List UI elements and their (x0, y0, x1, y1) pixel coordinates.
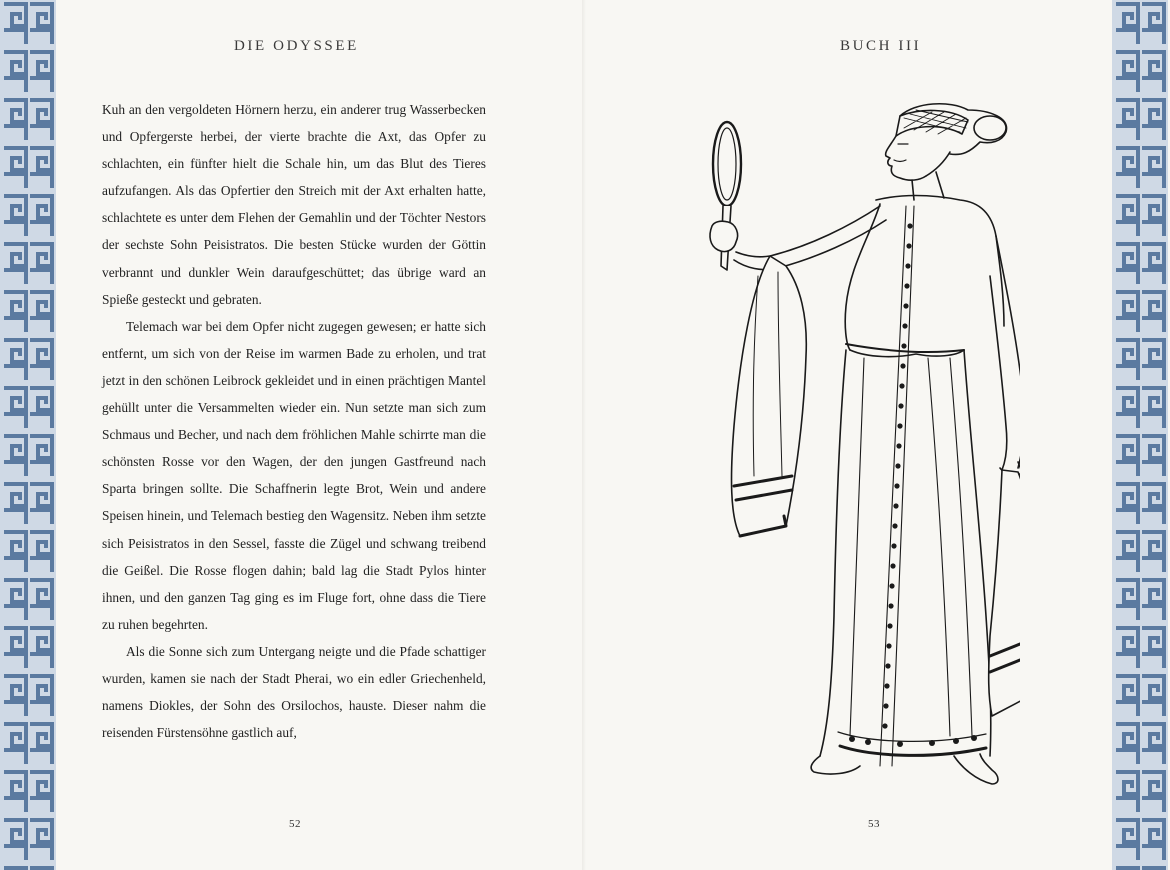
page-number-right: 53 (868, 818, 880, 830)
paragraph: Als die Sonne sich zum Untergang neigte und die Pfade schattiger wurden, kamen sie nach der Stadt Pherai, wo ein edler Griechenheld, namens Diokles, der Sohn des Orsilochos, hauste. Dieser nahm die reisenden Fürstensöhne gastlich auf, (102, 643, 486, 741)
page-number-left: 52 (289, 818, 301, 830)
woman-with-mirror-illustration (700, 96, 1020, 796)
running-head-right: BUCH III (840, 38, 922, 54)
paragraph: Kuh an den vergoldeten Hörnern herzu, ein anderer trug Wasserbecken und Opfergerste herbei, der vierte brachte die Axt, das Opfer zu schlachten, ein fünfter hielt die Schale hin, um das Blut des Tieres aufzufangen. Als das Opfertier den Streich mit der Axt erhalten hatte, schlachtete es unter dem Flehen der Gemahlin und der Töchter Nestors der sechste Sohn Peisistratos. Die besten Stücke wurden der Göttin verbrannt und dunkler Wein daraufgeschüttet; das übrige ward an Spieße gesteckt und gebraten. (102, 102, 486, 307)
body-text (102, 96, 486, 746)
left-greek-key-border (0, 0, 56, 870)
book-gutter (582, 0, 586, 870)
right-greek-key-border (1112, 0, 1168, 870)
paragraph: Telemach war bei dem Opfer nicht zugegen gewesen; er hatte sich entfernt, um sich von der Reise im warmen Bade zu erholen, und trat jetzt in den schönen Leibrock gekleidet und in einen prächtigen Mantel gehüllt unter die Versammelten wieder ein. Nun setzte man sich zum Schmaus und Becher, und nach dem fröhlichen Mahle schirrte man die schönsten Rosse vor den Wagen, der den jungen Gastfreund nach Sparta bringen sollte. Die Schaffnerin legte Brot, Wein und andere Speisen hinein, und Telemach bestieg den Wagensitz. Neben ihm setzte sich Peisistratos in den Sessel, fasste die Zügel und schwang treibend die Geißel. Die Rosse flogen dahin; bald lag die Stadt Pylos hinter ihnen, und den ganzen Tag ging es im Fluge fort, ohne dass die Tiere zu ruhen begehrten. (102, 318, 486, 632)
running-head-left: DIE ODYSSEE (234, 38, 359, 54)
